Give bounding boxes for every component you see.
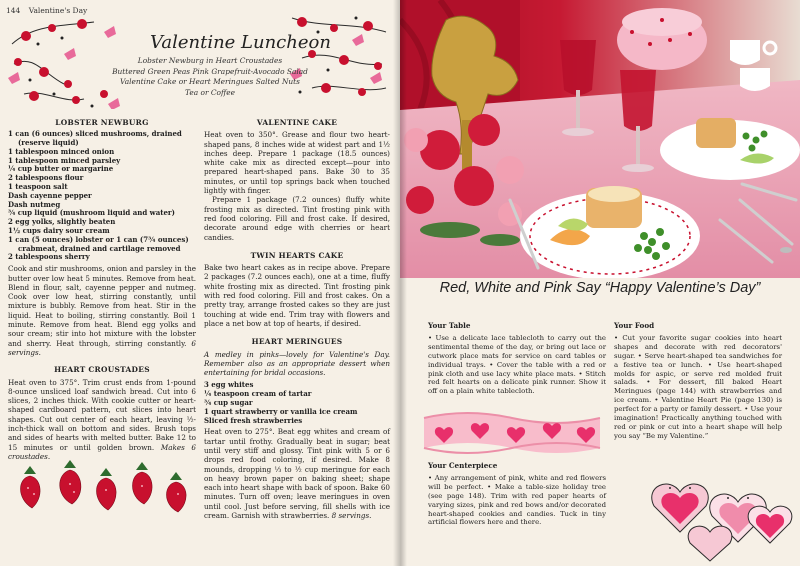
your-centerpiece-heading: Your Centerpiece bbox=[428, 461, 498, 470]
cake-heading: VALENTINE CAKE bbox=[256, 118, 338, 127]
ingredient: Sliced fresh strawberries bbox=[204, 415, 303, 425]
ingredient: 1 teaspoon salt bbox=[8, 182, 68, 192]
photo-caption: Red, White and Pink Say “Happy Valentine’s Day” bbox=[439, 280, 761, 296]
croustades-servings: Makes 6 croustades. bbox=[8, 442, 196, 461]
your-table-text: • Use a delicate lace tablecloth to carry out the sentimental theme of the day, or bring out lace or cutwork place mats for service on card tables or individual trays. • Cover the table with a red or pink cloth and use lacy white place mats. • Stitch red felt hearts on a delicate pink runner. Show it off on a plain white tablecloth. bbox=[428, 333, 606, 396]
ingredient: ¼ teaspoon cream of tartar bbox=[204, 389, 312, 399]
croustades-method bbox=[8, 378, 196, 462]
left-column bbox=[8, 118, 196, 461]
ingredient: crabmeat, drained and cartilage removed bbox=[18, 243, 181, 253]
your-table-heading: Your Table bbox=[428, 321, 471, 330]
ingredient: 1½ cups dairy sour cream bbox=[8, 226, 110, 236]
strawberries-icon bbox=[10, 458, 200, 518]
ingredient: 1 tablespoon minced parsley bbox=[8, 155, 121, 165]
meringues-servings: 8 servings. bbox=[331, 511, 372, 521]
ingredient: Dash cayenne pepper bbox=[8, 190, 92, 200]
lobster-heading: LOBSTER NEWBURG bbox=[55, 118, 149, 127]
your-centerpiece bbox=[428, 462, 606, 527]
page-number: 144 bbox=[6, 6, 21, 15]
twin-hearts-heading: TWIN HEARTS CAKE bbox=[250, 250, 344, 260]
lobster-method bbox=[8, 264, 196, 357]
menu-line: Tea or Coffee bbox=[185, 87, 235, 97]
meringues-method bbox=[204, 427, 390, 520]
ingredient: 2 egg yolks, slightly beaten bbox=[8, 217, 116, 227]
ingredient: 1 can (5 ounces) lobster or 1 can (7¾ ounces) bbox=[8, 234, 189, 244]
heart-ribbon-icon bbox=[422, 408, 602, 458]
book-gutter bbox=[393, 0, 407, 566]
ingredient: ¾ cup sugar bbox=[204, 398, 253, 408]
ingredient: 3 egg whites bbox=[204, 380, 254, 390]
meringues-method-text: Heat oven to 275°. Beat egg whites and cream of tartar until frothy. Gradually beat in sugar; beat until very stiff and glossy. Tint pink with 5 or 6 drops red food coloring, if desired. Make 8 mounds, dropping ⅓ to ½ cup meringue for each on heavy brown paper on baking sheet; shape each into heart shape with back of spoon. Bake 60 minutes. Turn off oven; leave meringues in oven until cool. Just before serving, fill shells with ice cream. Garnish with strawberries. bbox=[204, 427, 390, 521]
ingredient: ¾ cup liquid (mushroom liquid and water) bbox=[8, 208, 175, 218]
your-table bbox=[428, 322, 606, 396]
running-head-title: Valentine's Day bbox=[28, 6, 88, 15]
your-food bbox=[614, 322, 782, 441]
cake-method-frosting: Prepare 1 package (7.2 ounces) fluffy white frosting mix as directed. Tint frosting pink with red food coloring. Fill and frost cake. If desired, decorate around edge with cherries or heart candies. bbox=[204, 195, 390, 242]
meringues-intro: A medley in pinks—lovely for Valentine's Day. Remember also as an appropriate dessert when entertaining for bridal occasions. bbox=[204, 349, 390, 378]
your-centerpiece-text: • Any arrangement of pink, white and red flowers will be perfect. • Make a table-size holiday tree (see page 148). Trim with red paper hearts of varying sizes, pink and red bows and/or decorated heart-shaped cookies and candies. Tuck in tiny artificial flowers here and there. bbox=[428, 473, 606, 527]
ingredient: 2 tablespoons sherry bbox=[8, 252, 90, 262]
meringues-ingredients bbox=[204, 381, 390, 425]
menu-line: Buttered Green Peas Pink Grapefruit-Avocado Salad bbox=[112, 66, 308, 76]
ingredient: (reserve liquid) bbox=[18, 138, 79, 148]
page-title: Valentine Luncheon bbox=[150, 32, 331, 53]
ingredient: 1 tablespoon minced onion bbox=[8, 146, 115, 156]
right-page bbox=[400, 0, 800, 566]
valentine-table-photo bbox=[400, 0, 800, 278]
your-food-text: • Cut your favorite sugar cookies into heart shapes and decorate with red decorators' sugar. • Serve heart-shaped tea sandwiches for a festive tea or lunch. • Use heart-shaped molds for aspic, or serve red molded fruit salads. • For dessert, fill baked Heart Meringues (page 144) with strawberries and ice cream. • Valentine Heart Pie (page 130) is perfect for a party or family dessert. • Use your imagination! Practically anything touched with red or pink or cut into a heart shape will help you say “Be my Valentine.” bbox=[614, 333, 782, 440]
croustades-method-text: Heat oven to 375°. Trim crust ends from 1-pound 8-ounce unsliced loaf sandwich bread. Cut into 6 slices, 2 inches thick. With cookie cutter or heart-shaped cardboard pattern, cut slices into heart shapes. Cut out center of each heart, leaving ½-inch-thick wall on bottom and sides. Brush tops and sides of hearts with melted butter. Bake 12 to 15 minutes or until golden brown. bbox=[8, 377, 196, 452]
ingredient: 2 tablespoons flour bbox=[8, 173, 84, 183]
twin-hearts-method: Bake two heart cakes as in recipe above. Prepare 2 packages (7.2 ounces each), one at a time, fluffy white frosting mix as directed. Tint frosting pink with red food coloring. Fill and frost cakes. On a pretty tray, arrange frosted cakes so they are just touching at wide end. Trim tray with flowers and place a net bow at top of hearts, if desired. bbox=[204, 263, 390, 328]
menu-line: Lobster Newburg in Heart Croustades bbox=[137, 56, 283, 65]
lobster-method-text: Cook and stir mushrooms, onion and parsley in the butter over low heat 5 minutes. Remove from heat. Blend in flour, salt, cayenne pepper and nutmeg. Cook over low heat, stirring constantly, until mixture is bubbly. Remove from heat. Stir in the liquid. Heat to boiling, stirring constantly. Boil 1 minute. Remove from heat. Blend egg yolks and sour cream; stir into hot mixture with the lobster and sherry. Heat through, stirring constantly. bbox=[8, 264, 196, 348]
heart-cookies-icon bbox=[650, 462, 798, 562]
ingredient: 1 can (6 ounces) sliced mushrooms, drained bbox=[8, 129, 182, 139]
your-food-heading: Your Food bbox=[614, 321, 655, 330]
cake-method: Heat oven to 350°. Grease and flour two heart-shaped pans, 8 inches wide at widest part and 1½ inches deep. Prepare 1 package (18.5 ounces) white cake mix as directed except—pour into prepared heart-shaped pans. Bake 30 to 35 minutes, or until top springs back when touched lightly with finger. bbox=[204, 130, 390, 196]
lobster-servings: 6 servings. bbox=[8, 338, 196, 357]
menu-line: Valentine Cake or Heart Meringues Salted Nuts bbox=[120, 77, 300, 86]
ingredient: ¼ cup butter or margarine bbox=[8, 164, 114, 174]
meringues-heading: HEART MERINGUES bbox=[251, 337, 343, 347]
luncheon-menu bbox=[100, 56, 320, 98]
croustades-heading: HEART CROUSTADES bbox=[54, 365, 150, 375]
ingredient: 1 quart strawberry or vanilla ice cream bbox=[204, 406, 358, 416]
right-column bbox=[204, 118, 390, 520]
ingredient: Dash nutmeg bbox=[8, 199, 61, 209]
lobster-ingredients bbox=[8, 130, 196, 262]
